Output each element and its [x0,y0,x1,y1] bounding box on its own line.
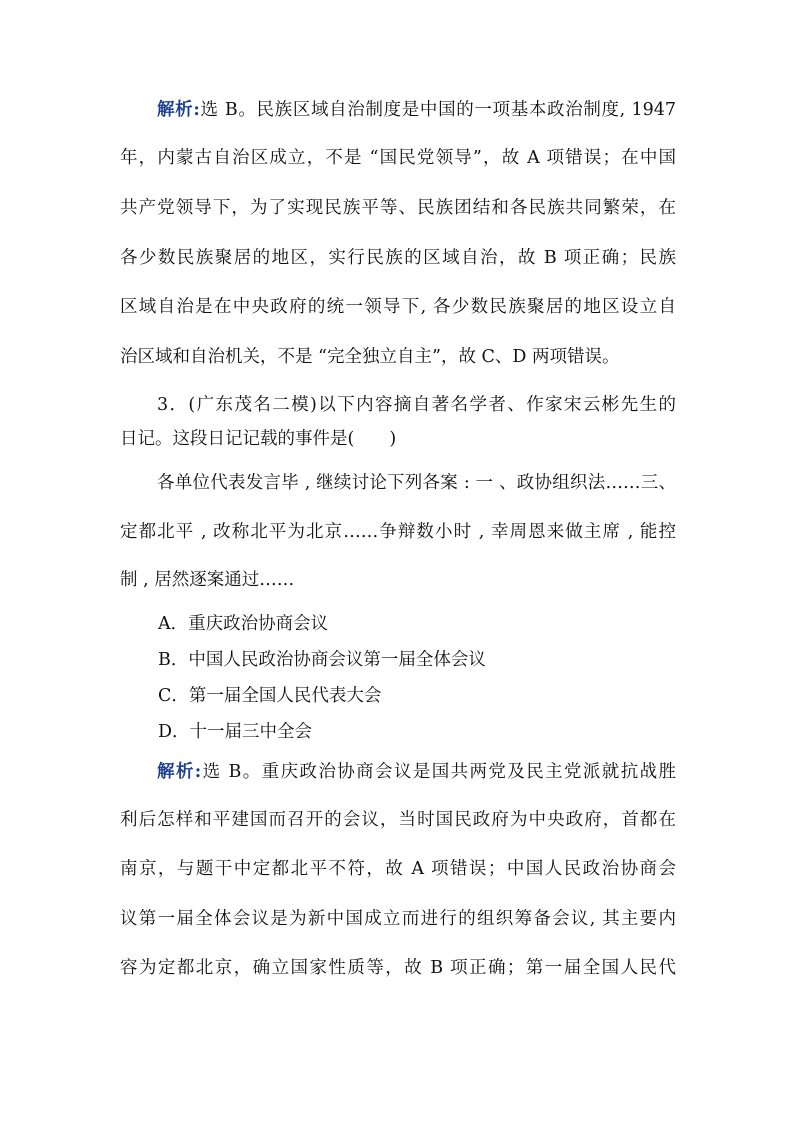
analysis1-line-6: 治区域和自治机关，不是 “完全独立自主”，故 C、D 两项错误。 [120,347,620,367]
analysis1-line-3: 共产党领导下，为了实现民族平等、民族团结和各民族共同繁荣，在 [120,198,676,218]
analysis1-line-2: 年，内蒙古自治区成立，不是 “国民党领导”，故 A 项错误；在中国 [120,148,676,168]
option-a: A．重庆政治协商会议 [158,614,329,634]
analysis1-line-4: 各少数民族聚居的地区，实行民族的区域自治，故 B 项正确；民族 [120,248,676,268]
option-b: B．中国人民政治协商会议第一届全体会议 [158,650,486,670]
analysis1-label: 解析: [157,100,200,120]
analysis2-line-2: 利后怎样和平建国而召开的会议，当时国民政府为中央政府，首都在 [120,810,676,830]
analysis1-line-1: 解析:选 B。民族区域自治制度是中国的一项基本政治制度, 1947 [157,100,676,120]
analysis2-label: 解析: [157,762,202,782]
analysis2-line-5: 容为定都北京，确立国家性质等，故 B 项正确；第一届全国人民代 [120,958,676,978]
quote-line-1: 各单位代表发言毕 , 继续讨论下列各案 : 一 、政协组织法……三、 [157,473,676,493]
quote-line-3: 制 , 居然逐案通过…… [120,570,295,590]
question3-line-2: 日记。这段日记记载的事件是( ) [120,429,397,449]
option-d: D．十一届三中全会 [158,722,313,742]
analysis2-line-4: 议第一届全体会议是为新中国成立而进行的组织筹备会议, 其主要内 [120,909,676,929]
question3-line-1: 3．(广东茂名二模)以下内容摘自著名学者、作家宋云彬先生的 [157,395,676,415]
analysis2-line-1: 解析:选 B。重庆政治协商会议是国共两党及民主党派就抗战胜 [157,762,677,782]
analysis2-line-3: 南京，与题干中定都北平不符，故 A 项错误；中国人民政治协商会 [120,859,676,879]
analysis1-line-5: 区域自治是在中央政府的统一领导下, 各少数民族聚居的地区设立自 [120,297,676,317]
option-c: C．第一届全国人民代表大会 [158,686,382,706]
quote-line-2: 定都北平 , 改称北平为北京……争辩数小时 , 幸周恩来做主席 , 能控 [120,522,676,542]
